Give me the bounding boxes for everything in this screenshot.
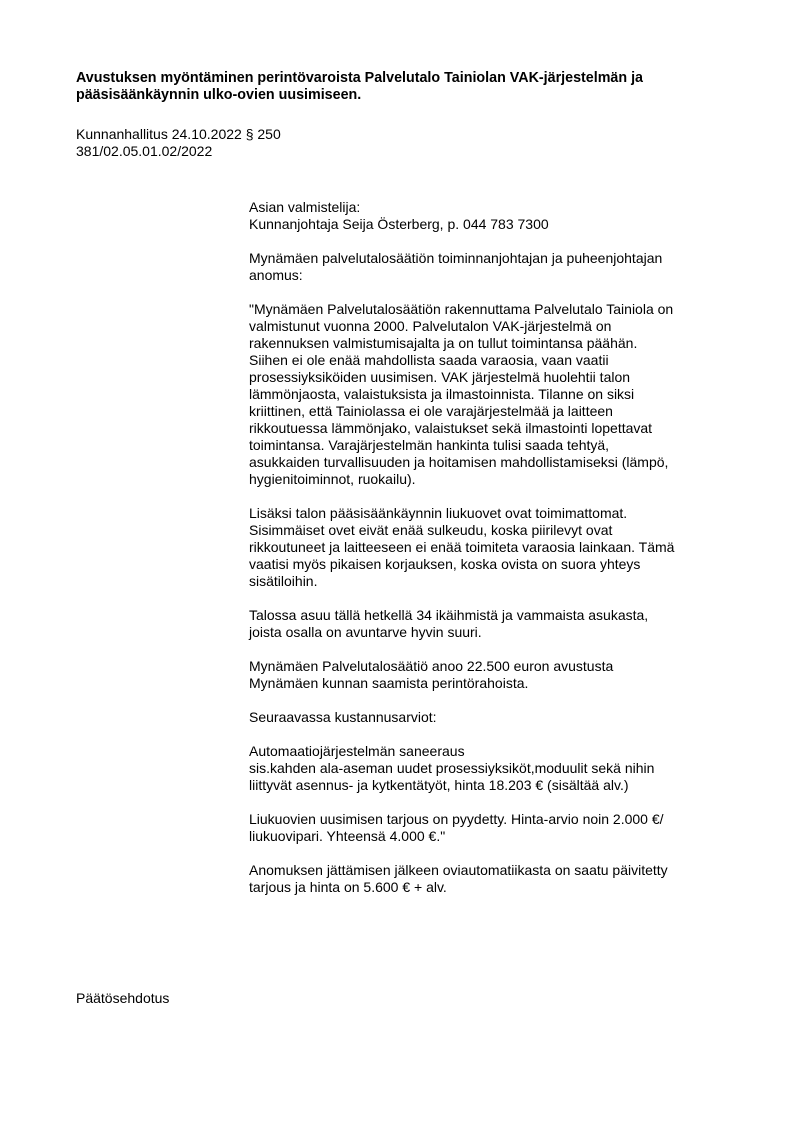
decision-heading: Päätösehdotus (76, 990, 170, 1006)
preparer-block (249, 199, 744, 233)
meeting-meta (76, 126, 476, 160)
paragraph-residents: Talossa asuu tällä hetkellä 34 ikäihmistä ja vammaista asukasta, joista osalla on avuntarve hyvin suuri. (249, 607, 649, 640)
preparer-label: Asian valmistelija: (249, 199, 361, 215)
paragraph-doors: Lisäksi talon pääsisäänkäynnin liukuovet ovat toimimattomat. Sisimmäiset ovet eivät enää sulkeudu, koska piirilevyt ovat rikkoutuneet ja laitteeseen ei enää toimiteta varaosia lainkaan. Tämä vaatisi myös pikaisen korjauksen, koska ovista on suora yhteys sisätiloihin. (249, 505, 675, 589)
paragraph-updated-offer: Anomuksen jättämisen jälkeen oviautomatiikasta on saatu päivitetty tarjous ja hinta on 5.600 € + alv. (249, 862, 668, 895)
paragraph-grant-request: Mynämäen Palvelutalosäätiö anoo 22.500 euron avustusta Mynämäen kunnan saamista perintörahoista. (249, 658, 614, 691)
paragraph-cost-heading: Seuraavassa kustannusarviot: (249, 709, 437, 725)
paragraph-vak-system: "Mynämäen Palvelutalosäätiön rakennuttama Palvelutalo Tainiola on valmistunut vuonna 2000. Palvelutalon VAK-järjestelmä on rakennuksen valmistumisajalta ja on tullut toimintansa päähän. Siihen ei ole enää mahdollista saada varaosia, vaan vaatii prosessiyksiköiden uusimisen. VAK järjestelmä huolehtii talon lämmönjaosta, valaistuksista ja ilmastoinnista. Tilanne on siksi kriittinen, että Tainiolassa ei ole varajärjestelmää ja laitteen rikkoutuessa lämmönjako, valaistukset sekä ilmastointi lopettavat toimintansa. Varajärjestelmän hankinta tulisi saada tehtyä, asukkaiden turvallisuuden ja hoitamisen mahdollistamiseksi (lämpö, hygienitoiminnot, ruokailu). (249, 301, 674, 487)
document-title: Avustuksen myöntäminen perintövaroista Palvelutalo Tainiolan VAK-järjestelmän ja pääsisäänkäynnin ulko-ovien uusimiseen. (76, 70, 643, 103)
paragraph-automation-cost: Automaatiojärjestelmän saneeraus sis.kahden ala-aseman uudet prosessiyksiköt,moduulit sekä nihin liittyvät asennus- ja kytkentätyöt, hinta 18.203 € (sisältää alv.) (249, 743, 655, 793)
paragraph-application-intro: Mynämäen palvelutalosäätiön toiminnanjohtajan ja puheenjohtajan anomus: (249, 250, 663, 283)
paragraph-door-cost: Liukuovien uusimisen tarjous on pyydetty. Hinta-arvio noin 2.000 €/ liukuovipari. Yhteensä 4.000 €." (249, 811, 664, 844)
case-number: 381/02.05.01.02/2022 (76, 143, 213, 159)
meeting-reference: Kunnanhallitus 24.10.2022 § 250 (76, 126, 281, 142)
document-body (249, 199, 744, 913)
preparer-name: Kunnanjohtaja Seija Österberg, p. 044 783 7300 (249, 216, 549, 232)
